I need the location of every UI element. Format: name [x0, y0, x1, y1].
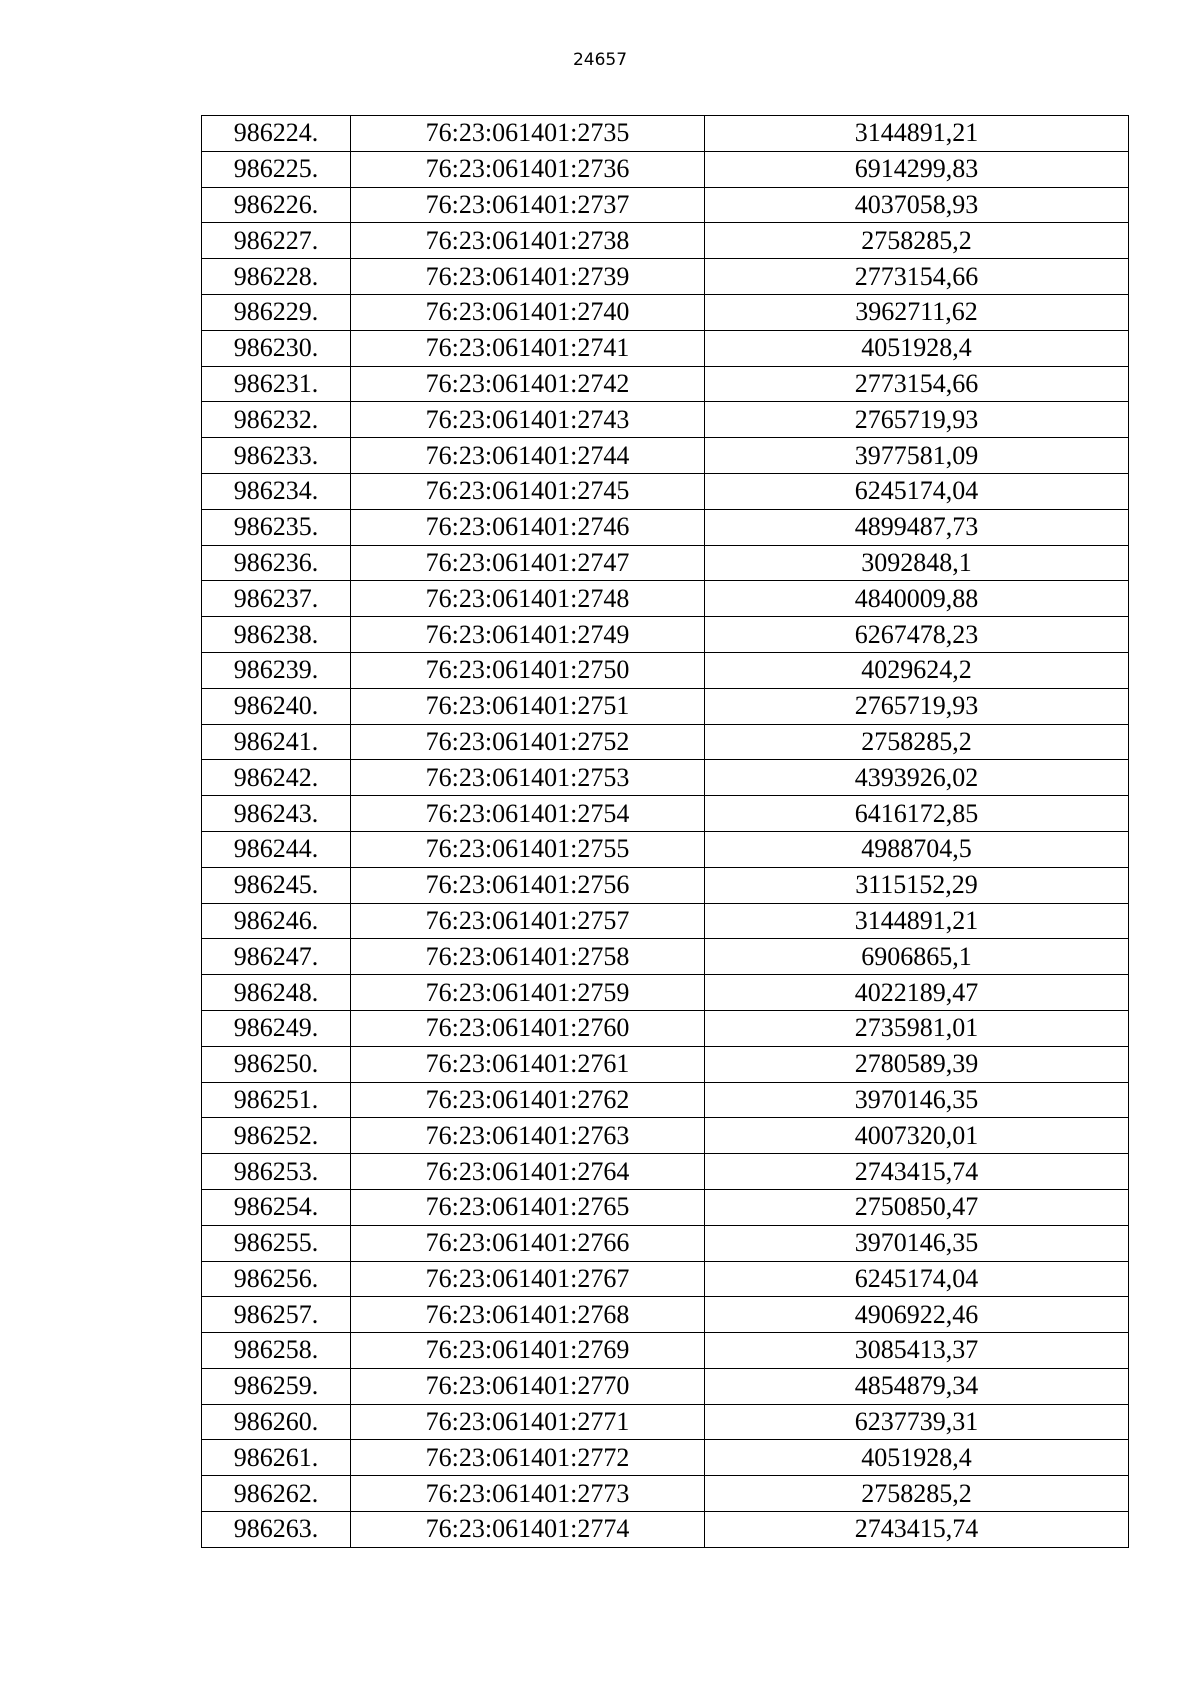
table-row: [202, 652, 1129, 688]
table-row: [202, 545, 1129, 581]
cadastral-number-cell: 76:23:061401:2765: [351, 1189, 705, 1225]
table-row: [202, 1189, 1129, 1225]
row-number-cell: 986235.: [202, 509, 351, 545]
table-row: [202, 760, 1129, 796]
value-cell: 2765719,93: [705, 402, 1129, 438]
row-number-cell: 986233.: [202, 438, 351, 474]
cadastral-number-cell: 76:23:061401:2761: [351, 1046, 705, 1082]
row-number-cell: 986252.: [202, 1118, 351, 1154]
row-number-cell: 986257.: [202, 1297, 351, 1333]
register-table: [201, 115, 1129, 1548]
cadastral-number-cell: 76:23:061401:2758: [351, 939, 705, 975]
row-number-cell: 986240.: [202, 688, 351, 724]
value-cell: 3085413,37: [705, 1333, 1129, 1369]
cadastral-number-cell: 76:23:061401:2756: [351, 867, 705, 903]
table-row: [202, 688, 1129, 724]
row-number-cell: 986263.: [202, 1512, 351, 1548]
value-cell: 2773154,66: [705, 259, 1129, 295]
cadastral-number-cell: 76:23:061401:2766: [351, 1225, 705, 1261]
table-row: [202, 939, 1129, 975]
row-number-cell: 986243.: [202, 796, 351, 832]
row-number-cell: 986234.: [202, 473, 351, 509]
value-cell: 3092848,1: [705, 545, 1129, 581]
cadastral-number-cell: 76:23:061401:2745: [351, 473, 705, 509]
value-cell: 2780589,39: [705, 1046, 1129, 1082]
cadastral-number-cell: 76:23:061401:2743: [351, 402, 705, 438]
value-cell: 2773154,66: [705, 366, 1129, 402]
cadastral-number-cell: 76:23:061401:2738: [351, 223, 705, 259]
cadastral-number-cell: 76:23:061401:2764: [351, 1154, 705, 1190]
cadastral-number-cell: 76:23:061401:2760: [351, 1010, 705, 1046]
value-cell: 2743415,74: [705, 1512, 1129, 1548]
table-row: [202, 831, 1129, 867]
value-cell: 2758285,2: [705, 223, 1129, 259]
value-cell: 3977581,09: [705, 438, 1129, 474]
value-cell: 2750850,47: [705, 1189, 1129, 1225]
row-number-cell: 986247.: [202, 939, 351, 975]
value-cell: 6245174,04: [705, 473, 1129, 509]
row-number-cell: 986248.: [202, 975, 351, 1011]
table-row: [202, 1440, 1129, 1476]
cadastral-number-cell: 76:23:061401:2770: [351, 1368, 705, 1404]
value-cell: 6914299,83: [705, 151, 1129, 187]
value-cell: 4022189,47: [705, 975, 1129, 1011]
cadastral-number-cell: 76:23:061401:2746: [351, 509, 705, 545]
row-number-cell: 986246.: [202, 903, 351, 939]
table-row: [202, 796, 1129, 832]
row-number-cell: 986242.: [202, 760, 351, 796]
table-row: [202, 402, 1129, 438]
row-number-cell: 986228.: [202, 259, 351, 295]
cadastral-number-cell: 76:23:061401:2773: [351, 1476, 705, 1512]
table-row: [202, 187, 1129, 223]
value-cell: 4007320,01: [705, 1118, 1129, 1154]
cadastral-number-cell: 76:23:061401:2759: [351, 975, 705, 1011]
cadastral-number-cell: 76:23:061401:2747: [351, 545, 705, 581]
table-row: [202, 617, 1129, 653]
cadastral-number-cell: 76:23:061401:2752: [351, 724, 705, 760]
table-row: [202, 294, 1129, 330]
cadastral-number-cell: 76:23:061401:2774: [351, 1512, 705, 1548]
cadastral-number-cell: 76:23:061401:2751: [351, 688, 705, 724]
value-cell: 4906922,46: [705, 1297, 1129, 1333]
value-cell: 3970146,35: [705, 1225, 1129, 1261]
cadastral-number-cell: 76:23:061401:2768: [351, 1297, 705, 1333]
cadastral-number-cell: 76:23:061401:2748: [351, 581, 705, 617]
table-row: [202, 903, 1129, 939]
table-row: [202, 438, 1129, 474]
row-number-cell: 986250.: [202, 1046, 351, 1082]
cadastral-number-cell: 76:23:061401:2772: [351, 1440, 705, 1476]
row-number-cell: 986262.: [202, 1476, 351, 1512]
table-row: [202, 1082, 1129, 1118]
cadastral-number-cell: 76:23:061401:2739: [351, 259, 705, 295]
row-number-cell: 986239.: [202, 652, 351, 688]
table-row: [202, 724, 1129, 760]
value-cell: 4840009,88: [705, 581, 1129, 617]
row-number-cell: 986230.: [202, 330, 351, 366]
table-row: [202, 259, 1129, 295]
value-cell: 4854879,34: [705, 1368, 1129, 1404]
value-cell: 3970146,35: [705, 1082, 1129, 1118]
row-number-cell: 986238.: [202, 617, 351, 653]
row-number-cell: 986232.: [202, 402, 351, 438]
cadastral-number-cell: 76:23:061401:2744: [351, 438, 705, 474]
value-cell: 3144891,21: [705, 116, 1129, 152]
cadastral-number-cell: 76:23:061401:2763: [351, 1118, 705, 1154]
table-row: [202, 1010, 1129, 1046]
cadastral-number-cell: 76:23:061401:2757: [351, 903, 705, 939]
table-row: [202, 151, 1129, 187]
row-number-cell: 986245.: [202, 867, 351, 903]
table-row: [202, 867, 1129, 903]
value-cell: 2758285,2: [705, 1476, 1129, 1512]
table-row: [202, 1404, 1129, 1440]
value-cell: 6237739,31: [705, 1404, 1129, 1440]
row-number-cell: 986253.: [202, 1154, 351, 1190]
value-cell: 2758285,2: [705, 724, 1129, 760]
value-cell: 4393926,02: [705, 760, 1129, 796]
table-row: [202, 223, 1129, 259]
row-number-cell: 986258.: [202, 1333, 351, 1369]
value-cell: 4051928,4: [705, 1440, 1129, 1476]
cadastral-number-cell: 76:23:061401:2749: [351, 617, 705, 653]
row-number-cell: 986241.: [202, 724, 351, 760]
cadastral-number-cell: 76:23:061401:2740: [351, 294, 705, 330]
value-cell: 2743415,74: [705, 1154, 1129, 1190]
value-cell: 4037058,93: [705, 187, 1129, 223]
table-row: [202, 1261, 1129, 1297]
cadastral-number-cell: 76:23:061401:2737: [351, 187, 705, 223]
value-cell: 4988704,5: [705, 831, 1129, 867]
value-cell: 3115152,29: [705, 867, 1129, 903]
table-row: [202, 1225, 1129, 1261]
table-row: [202, 581, 1129, 617]
value-cell: 4051928,4: [705, 330, 1129, 366]
table-row: [202, 1297, 1129, 1333]
row-number-cell: 986255.: [202, 1225, 351, 1261]
register-table-body: [202, 116, 1129, 1548]
value-cell: 4029624,2: [705, 652, 1129, 688]
value-cell: 4899487,73: [705, 509, 1129, 545]
cadastral-number-cell: 76:23:061401:2769: [351, 1333, 705, 1369]
value-cell: 3144891,21: [705, 903, 1129, 939]
value-cell: 2735981,01: [705, 1010, 1129, 1046]
cadastral-number-cell: 76:23:061401:2755: [351, 831, 705, 867]
table-row: [202, 1118, 1129, 1154]
row-number-cell: 986256.: [202, 1261, 351, 1297]
row-number-cell: 986251.: [202, 1082, 351, 1118]
table-row: [202, 330, 1129, 366]
row-number-cell: 986227.: [202, 223, 351, 259]
cadastral-number-cell: 76:23:061401:2736: [351, 151, 705, 187]
value-cell: 3962711,62: [705, 294, 1129, 330]
cadastral-number-cell: 76:23:061401:2767: [351, 1261, 705, 1297]
table-row: [202, 509, 1129, 545]
row-number-cell: 986254.: [202, 1189, 351, 1225]
table-row: [202, 975, 1129, 1011]
row-number-cell: 986259.: [202, 1368, 351, 1404]
row-number-cell: 986224.: [202, 116, 351, 152]
value-cell: 6245174,04: [705, 1261, 1129, 1297]
table-row: [202, 1333, 1129, 1369]
value-cell: 6267478,23: [705, 617, 1129, 653]
table-row: [202, 1154, 1129, 1190]
cadastral-number-cell: 76:23:061401:2742: [351, 366, 705, 402]
cadastral-number-cell: 76:23:061401:2750: [351, 652, 705, 688]
table-row: [202, 366, 1129, 402]
row-number-cell: 986226.: [202, 187, 351, 223]
row-number-cell: 986260.: [202, 1404, 351, 1440]
page-number: 24657: [572, 50, 628, 70]
row-number-cell: 986236.: [202, 545, 351, 581]
table-row: [202, 1512, 1129, 1548]
row-number-cell: 986231.: [202, 366, 351, 402]
table-row: [202, 116, 1129, 152]
cadastral-number-cell: 76:23:061401:2753: [351, 760, 705, 796]
row-number-cell: 986244.: [202, 831, 351, 867]
table-row: [202, 1368, 1129, 1404]
row-number-cell: 986237.: [202, 581, 351, 617]
row-number-cell: 986225.: [202, 151, 351, 187]
table-row: [202, 1046, 1129, 1082]
cadastral-number-cell: 76:23:061401:2735: [351, 116, 705, 152]
cadastral-number-cell: 76:23:061401:2754: [351, 796, 705, 832]
value-cell: 6906865,1: [705, 939, 1129, 975]
row-number-cell: 986229.: [202, 294, 351, 330]
row-number-cell: 986249.: [202, 1010, 351, 1046]
row-number-cell: 986261.: [202, 1440, 351, 1476]
cadastral-number-cell: 76:23:061401:2762: [351, 1082, 705, 1118]
cadastral-number-cell: 76:23:061401:2741: [351, 330, 705, 366]
table-row: [202, 1476, 1129, 1512]
value-cell: 6416172,85: [705, 796, 1129, 832]
value-cell: 2765719,93: [705, 688, 1129, 724]
table-row: [202, 473, 1129, 509]
cadastral-number-cell: 76:23:061401:2771: [351, 1404, 705, 1440]
